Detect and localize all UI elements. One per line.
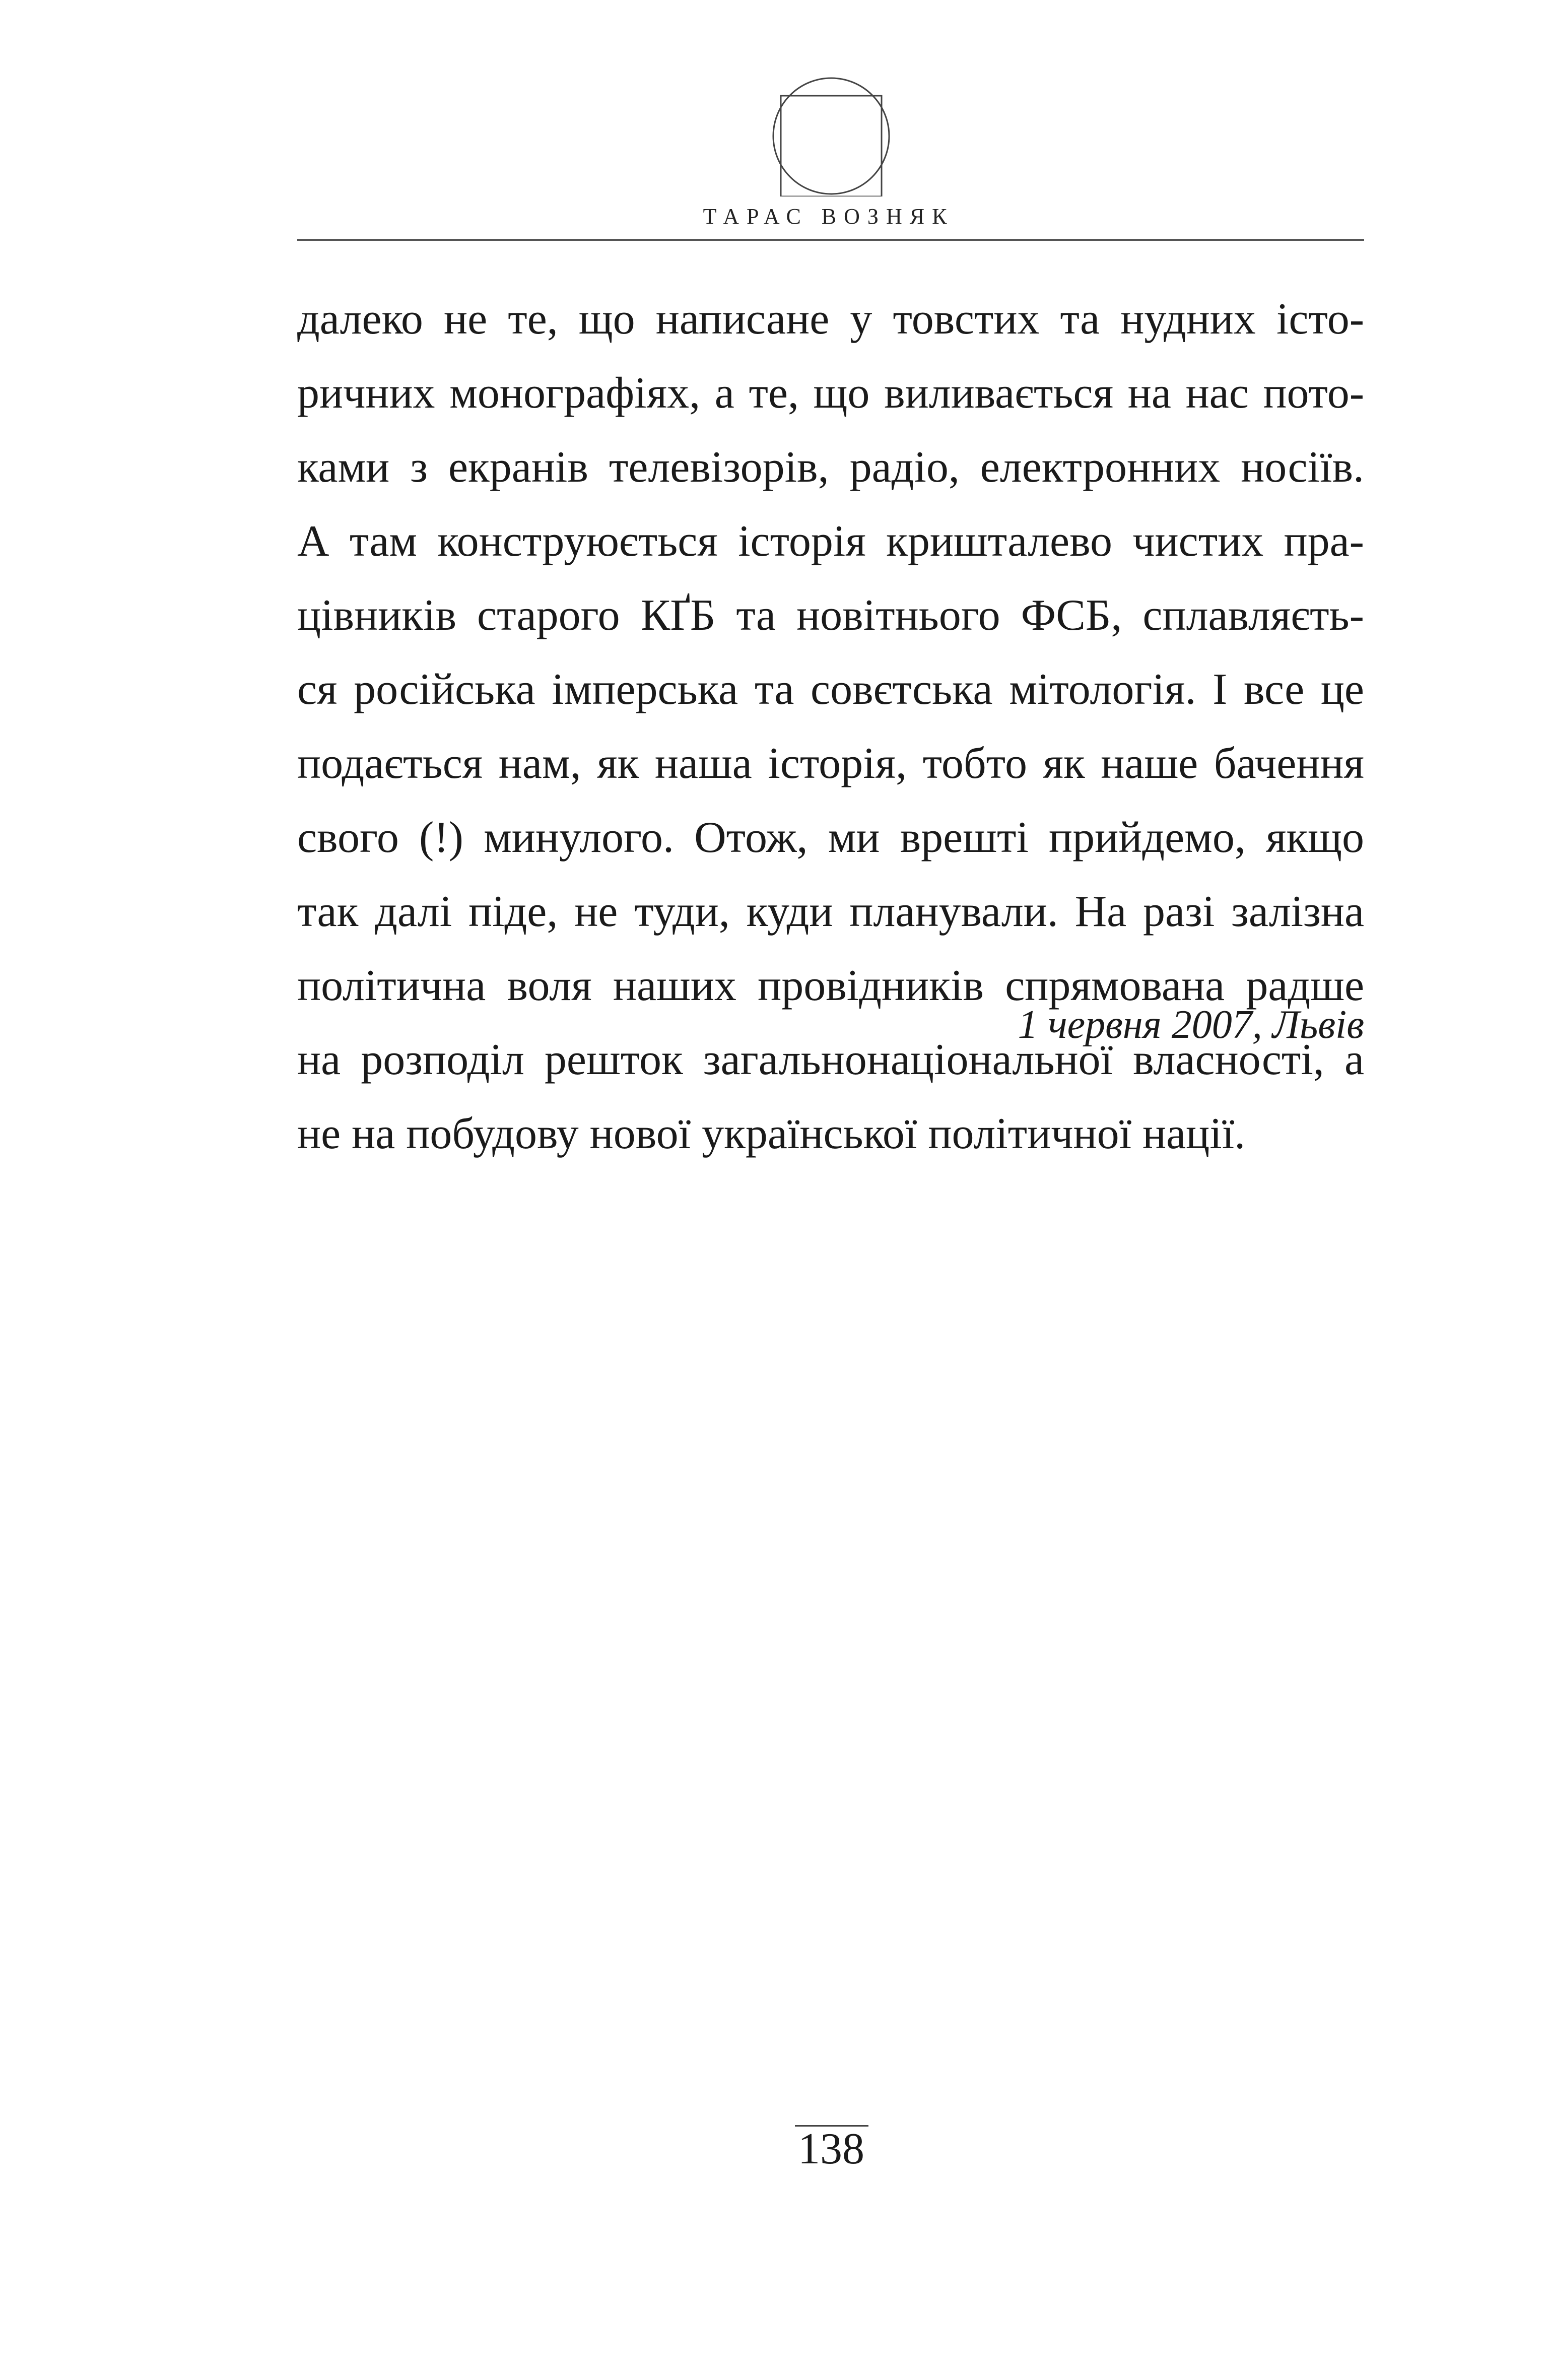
running-head-author: ТАРАС ВОЗНЯК <box>703 204 955 229</box>
text-line: цівників старого КҐБ та новітнього ФСБ, сплавляєть- <box>297 591 1364 640</box>
text-line: далеко не те, що написане у товстих та нудних істо- <box>297 295 1364 344</box>
text-line: так далі піде, не туди, куди планували. На разі залізна <box>297 887 1364 936</box>
text-line: свого (!) минулого. Отож, ми врешті прийдемо, якщо <box>297 813 1364 862</box>
text-line: політична воля наших провідників спрямована радше <box>297 961 1364 1010</box>
text-line: не на побудову нової української політичної нації. <box>297 1109 1246 1158</box>
text-line: ричних монографіях, а те, що виливається на нас пото- <box>297 369 1364 418</box>
text-line: подається нам, як наша історія, тобто як наше бачення <box>297 739 1364 788</box>
page-number: 138 <box>798 2125 864 2173</box>
dateline: 1 червня 2007, Львів <box>1018 1003 1364 1047</box>
circle-square-emblem-icon <box>771 76 892 196</box>
text-line: на розподіл решток загальнонаціональної власності, а <box>297 1035 1364 1084</box>
header-rule <box>297 239 1364 241</box>
text-line: ками з екранів телевізорів, радіо, електронних носіїв. <box>297 443 1364 492</box>
text-line: А там конструюється історія кришталево чистих пра- <box>297 517 1364 566</box>
text-line: ся російська імперська та совєтська мітологія. І все це <box>297 665 1364 714</box>
